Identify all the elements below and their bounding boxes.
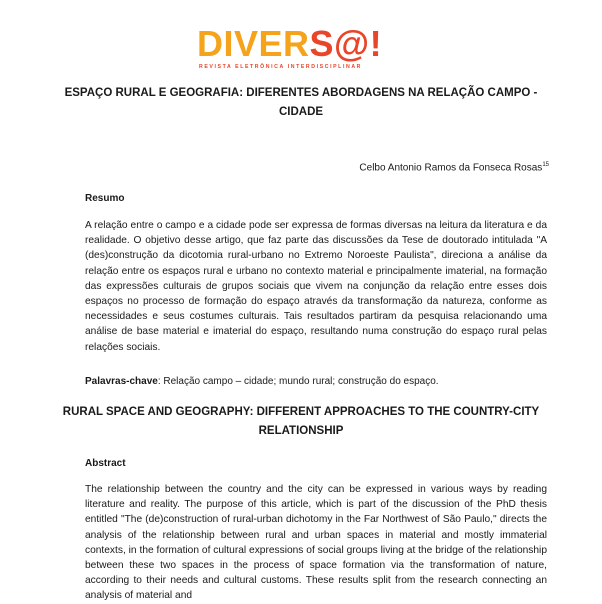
resumo-text: A relação entre o campo e a cidade pode ser expressa de formas diversas na leitura da literatura e da realidade. O objetivo desse artigo, que faz parte das discussões da Tese de doutorado intitulada "A (des)construção da dicotomia rural-urbano no Extremo Noroeste Paulista", direciona a análise da relação entre os espaços rural e urbano no contexto material e principalmente imaterial, na formação das expressões culturais de grupos sociais que vivem na conjunção da relação entre esses dois espaços no processo de formação do espaço através da transformação da natureza, conforme as necessidades e seus costumes culturais. Tais resultados partiram da pesquisa relacionando uma análise de base material e imaterial do espaço, resultando numa construção do espaço rural pelas relações sociais.	[85, 220, 547, 353]
keywords-text: : Relação campo – cidade; mundo rural; construção do espaço.	[157, 376, 439, 387]
author-line	[359, 162, 549, 173]
logo-subtitle: REVISTA ELETRÔNICA INTERDISCIPLINAR	[199, 64, 363, 70]
logo-wordmark	[197, 24, 382, 64]
abstract-heading: Abstract	[85, 458, 126, 469]
resumo-heading: Resumo	[85, 193, 125, 204]
keywords-line	[85, 376, 439, 387]
article-title-portuguese: ESPAÇO RURAL E GEOGRAFIA: DIFERENTES ABORDAGENS NA RELAÇÃO CAMPO - CIDADE	[64, 87, 538, 118]
author-footnote-marker[interactable]: 15	[542, 162, 549, 168]
keywords-label: Palavras-chave	[85, 376, 158, 387]
author-name: Celbo Antonio Ramos da Fonseca Rosas	[359, 162, 543, 174]
journal-logo	[197, 24, 433, 70]
logo-part-2: S@!	[309, 23, 383, 64]
abstract-text: The relationship between the country and the city can be expressed in various ways by reading literature and reality. The purpose of this article, which is part of the discussion of the PhD thesis entitled "The (de)construction of rural-urban dichotomy in the Far Northwest of São Paulo," directs the analysis of the relationship between rural and urban spaces in material and mostly immaterial contexts, in the formation of cultural expressions of social groups living at the bridge of the relationship between these two spaces in the process of space formation via the transformation of nature, according to their needs and cultural customs. These results split from the research connecting an analysis of material and	[85, 484, 547, 602]
article-title-english: RURAL SPACE AND GEOGRAPHY: DIFFERENT APPROACHES TO THE COUNTRY-CITY RELATIONSHIP	[62, 406, 540, 437]
logo-part-1: DIVER	[197, 23, 310, 64]
